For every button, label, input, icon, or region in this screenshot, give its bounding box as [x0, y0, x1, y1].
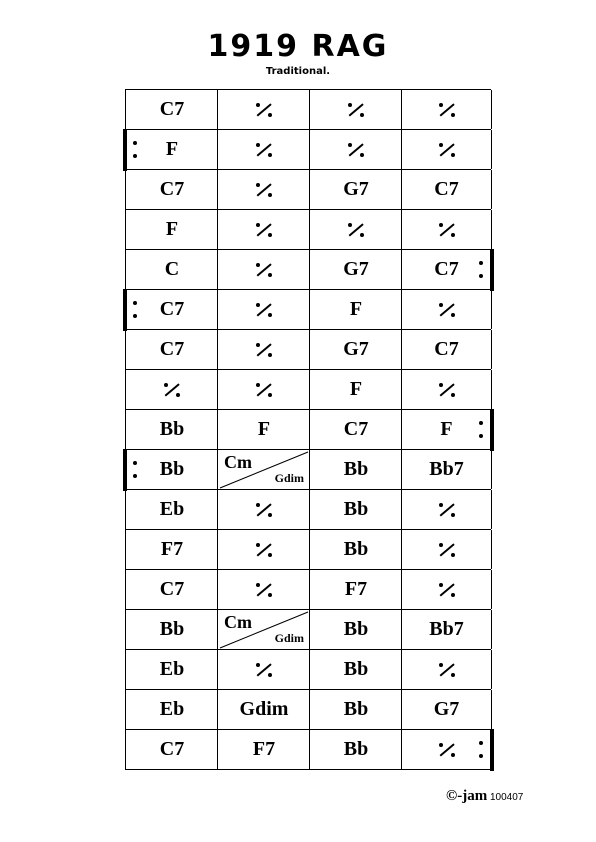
chord-label: C7	[159, 98, 185, 120]
chord-cell	[401, 290, 492, 329]
chord-cell	[217, 650, 310, 689]
copyright-credit	[446, 788, 523, 805]
chord-label: G7	[343, 258, 369, 280]
chart-code: 100407	[489, 792, 524, 803]
chord-cell	[401, 730, 492, 769]
chord-label: F	[349, 298, 363, 320]
chord-chart-grid	[125, 89, 491, 773]
repeat-bar-icon	[438, 381, 456, 399]
chord-label: C	[164, 258, 180, 280]
chord-label: Cm	[224, 612, 252, 632]
chord-cell	[309, 570, 402, 609]
chord-label: Bb	[159, 618, 185, 640]
repeat-bar-icon	[438, 221, 456, 239]
split-chord	[218, 610, 310, 649]
repeat-end-bar	[490, 249, 494, 291]
chord-label: Bb	[343, 618, 369, 640]
chord-cell	[217, 450, 310, 489]
chart-row	[125, 129, 491, 169]
chord-label: G7	[343, 338, 369, 360]
repeat-bar-icon	[438, 141, 456, 159]
chord-label: C7	[159, 738, 185, 760]
chord-cell	[401, 250, 492, 289]
chord-cell	[309, 250, 402, 289]
chord-cell	[401, 530, 492, 569]
chord-cell	[401, 370, 492, 409]
chord-label: C7	[159, 338, 185, 360]
chord-label: C7	[159, 298, 185, 320]
repeat-bar-icon	[255, 301, 273, 319]
chord-cell	[401, 650, 492, 689]
chart-row	[125, 409, 491, 449]
chord-cell	[401, 170, 492, 209]
repeat-bar-icon	[255, 101, 273, 119]
repeat-bar-icon	[255, 581, 273, 599]
chart-row	[125, 209, 491, 249]
chord-label: Bb	[159, 458, 185, 480]
chart-row	[125, 249, 491, 289]
chord-label: C7	[434, 178, 459, 200]
chord-label: Bb	[343, 458, 369, 480]
chord-cell	[309, 170, 402, 209]
chord-cell	[401, 450, 492, 489]
repeat-start-bar	[123, 449, 127, 491]
split-chord	[218, 450, 310, 489]
chord-label: Bb	[343, 698, 369, 720]
song-title: 1919 RAG	[207, 29, 389, 64]
chord-cell	[217, 170, 310, 209]
chord-cell	[125, 370, 218, 409]
chord-label: C7	[159, 178, 185, 200]
chord-cell	[401, 90, 492, 129]
chord-cell	[217, 370, 310, 409]
repeat-dots	[133, 461, 137, 479]
chord-label: F	[165, 138, 179, 160]
chord-cell	[401, 610, 492, 649]
repeat-bar-icon	[438, 741, 456, 759]
chord-cell	[217, 490, 310, 529]
chord-cell	[125, 250, 218, 289]
chart-row	[125, 449, 491, 489]
chord-cell	[401, 490, 492, 529]
chord-cell	[217, 210, 310, 249]
chord-label: G7	[433, 698, 460, 720]
chart-row	[125, 649, 491, 689]
repeat-dots	[479, 741, 483, 759]
chord-label: F	[257, 418, 271, 440]
repeat-bar-icon	[438, 501, 456, 519]
chord-cell	[125, 450, 218, 489]
chord-cell	[217, 530, 310, 569]
chord-label: Gdim	[239, 698, 289, 720]
chart-row	[125, 529, 491, 569]
repeat-dots	[133, 301, 137, 319]
chart-row	[125, 329, 491, 369]
chord-cell	[309, 370, 402, 409]
chord-label: Eb	[159, 498, 185, 520]
chord-label: Bb	[343, 538, 369, 560]
chord-label: Cm	[224, 452, 252, 472]
chord-label: Eb	[159, 698, 185, 720]
chord-cell	[401, 570, 492, 609]
chord-cell	[401, 330, 492, 369]
chord-cell	[217, 130, 310, 169]
chord-cell	[309, 90, 402, 129]
repeat-bar-icon	[255, 501, 273, 519]
chord-cell	[309, 210, 402, 249]
chord-label: Gdim	[274, 631, 304, 645]
repeat-bar-icon	[163, 381, 181, 399]
chord-cell	[125, 650, 218, 689]
chord-label: Bb	[343, 738, 369, 760]
song-subtitle: Traditional.	[265, 66, 331, 77]
repeat-bar-icon	[255, 541, 273, 559]
chord-cell	[309, 690, 402, 729]
repeat-bar-icon	[255, 141, 273, 159]
chord-label: C7	[434, 338, 459, 360]
chart-row	[125, 609, 491, 649]
chord-label: C7	[343, 418, 369, 440]
chord-label: F7	[252, 738, 276, 760]
chord-cell	[401, 130, 492, 169]
chord-cell	[125, 530, 218, 569]
chord-cell	[125, 170, 218, 209]
repeat-bar-icon	[255, 221, 273, 239]
repeat-bar-icon	[438, 661, 456, 679]
chord-cell	[401, 690, 492, 729]
chord-label: C7	[434, 258, 459, 280]
chord-cell	[309, 490, 402, 529]
chord-cell	[125, 570, 218, 609]
chord-cell	[125, 730, 218, 769]
chord-cell	[309, 450, 402, 489]
chord-cell	[309, 330, 402, 369]
repeat-bar-icon	[255, 661, 273, 679]
repeat-bar-icon	[255, 381, 273, 399]
chord-label: Eb	[159, 658, 185, 680]
chord-cell	[125, 290, 218, 329]
chord-cell	[309, 410, 402, 449]
repeat-bar-icon	[255, 181, 273, 199]
chord-cell	[125, 690, 218, 729]
repeat-bar-icon	[255, 261, 273, 279]
chord-cell	[309, 610, 402, 649]
chart-row	[125, 729, 491, 770]
chord-cell	[125, 490, 218, 529]
repeat-end-bar	[490, 409, 494, 451]
chord-label: F7	[160, 538, 184, 560]
chord-cell	[125, 330, 218, 369]
chord-cell	[217, 250, 310, 289]
chord-cell	[125, 610, 218, 649]
chord-cell	[401, 410, 492, 449]
chord-label: Gdim	[274, 471, 304, 485]
repeat-dots	[133, 141, 137, 159]
chord-cell	[217, 290, 310, 329]
chord-cell	[217, 90, 310, 129]
chord-cell	[309, 290, 402, 329]
chart-row	[125, 89, 491, 129]
repeat-bar-icon	[347, 221, 365, 239]
chord-cell	[217, 410, 310, 449]
repeat-dots	[479, 261, 483, 279]
repeat-start-bar	[123, 129, 127, 171]
repeat-bar-icon	[347, 101, 365, 119]
chord-cell	[217, 570, 310, 609]
chord-label: Bb	[343, 658, 369, 680]
chord-cell	[125, 210, 218, 249]
chart-row	[125, 369, 491, 409]
chord-label: F7	[344, 578, 368, 600]
chord-cell	[309, 530, 402, 569]
chord-label: G7	[343, 178, 369, 200]
chord-label: Bb	[343, 498, 369, 520]
copyright-mark: ©-jam	[446, 788, 488, 804]
chart-row	[125, 689, 491, 729]
repeat-bar-icon	[438, 581, 456, 599]
chord-cell	[217, 690, 310, 729]
repeat-bar-icon	[438, 101, 456, 119]
chord-cell	[125, 130, 218, 169]
repeat-dots	[479, 421, 483, 439]
chord-label: C7	[159, 578, 185, 600]
repeat-bar-icon	[438, 541, 456, 559]
chord-cell	[309, 650, 402, 689]
chord-cell	[309, 130, 402, 169]
chord-label: Bb7	[429, 458, 464, 480]
chord-label: Bb7	[429, 618, 464, 640]
chord-cell	[401, 210, 492, 249]
chart-row	[125, 569, 491, 609]
chord-label: Bb	[159, 418, 185, 440]
repeat-bar-icon	[438, 301, 456, 319]
chord-label: F	[165, 218, 179, 240]
repeat-end-bar	[490, 729, 494, 771]
chord-label: F	[440, 418, 453, 440]
chord-cell	[309, 730, 402, 769]
repeat-start-bar	[123, 289, 127, 331]
chord-cell	[217, 730, 310, 769]
chart-row	[125, 489, 491, 529]
repeat-bar-icon	[255, 341, 273, 359]
repeat-bar-icon	[347, 141, 365, 159]
chord-cell	[125, 410, 218, 449]
chord-cell	[217, 610, 310, 649]
chart-row	[125, 169, 491, 209]
chart-row	[125, 289, 491, 329]
chord-cell	[125, 90, 218, 129]
chord-cell	[217, 330, 310, 369]
chord-label: F	[349, 378, 363, 400]
